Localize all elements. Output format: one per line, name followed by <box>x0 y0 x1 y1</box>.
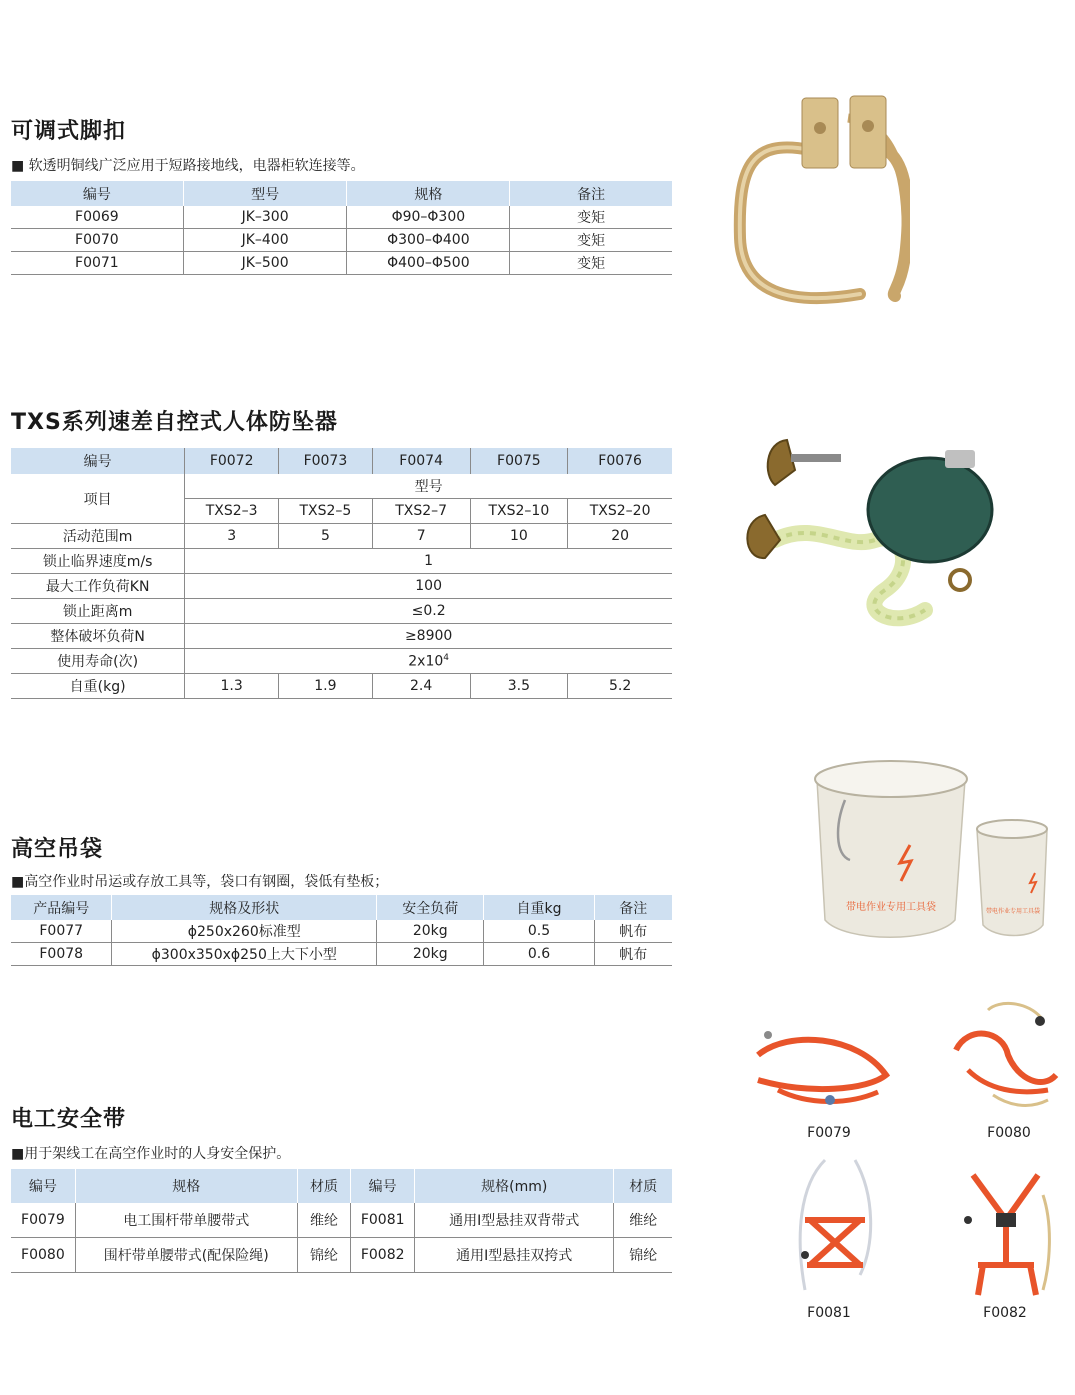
table-row <box>11 252 672 275</box>
section-description: ■高空作业时吊运或存放工具等，袋口有钢圈，袋低有垫板； <box>11 874 389 890</box>
table-cell: F0070 <box>11 229 183 252</box>
belt-table <box>11 1169 672 1273</box>
table-cell: ϕ250x260标准型 <box>112 920 377 943</box>
table-cell: 自重(kg) <box>11 674 185 699</box>
table-cell: Φ300–Φ400 <box>347 229 510 252</box>
table-cell: F0079 <box>11 1203 75 1238</box>
table-header-row <box>11 895 672 920</box>
table-cell: F0082 <box>351 1238 415 1273</box>
table-cell: 1 <box>185 549 672 574</box>
header-cell: 材质 <box>614 1169 672 1203</box>
table-cell: 变矩 <box>510 252 672 275</box>
table-cell: 通用I型悬挂双挎式 <box>415 1238 614 1273</box>
section-description: ■用于架线工在高空作业时的人身安全保护。 <box>11 1146 291 1162</box>
table-cell: 维纶 <box>297 1203 351 1238</box>
table-row <box>11 1238 672 1273</box>
table-cell: TXS2–3 <box>185 499 279 524</box>
table-row <box>11 624 672 649</box>
header-cell: 材质 <box>297 1169 351 1203</box>
table-cell: 0.5 <box>484 920 594 943</box>
header-cell: 型号 <box>183 181 347 206</box>
table-cell: 帆布 <box>594 920 672 943</box>
bag-table <box>11 895 672 966</box>
belt-image-f0082 <box>958 1165 1053 1300</box>
header-cell: 编号 <box>11 448 185 474</box>
table-cell: JK–300 <box>183 206 347 229</box>
header-cell: F0074 <box>372 448 470 474</box>
table-cell: TXS2–5 <box>279 499 373 524</box>
table-row <box>11 599 672 624</box>
table-cell: JK–500 <box>183 252 347 275</box>
header-cell: 规格及形状 <box>112 895 377 920</box>
table-cell: F0080 <box>11 1238 75 1273</box>
table-row <box>11 920 672 943</box>
table-cell: 锁止距离m <box>11 599 185 624</box>
table-cell: 使用寿命(次) <box>11 649 185 674</box>
table-cell: 最大工作负荷KN <box>11 574 185 599</box>
table-row <box>11 474 672 499</box>
table-cell <box>185 649 672 674</box>
table-cell: Φ90–Φ300 <box>347 206 510 229</box>
table-cell: 10 <box>470 524 568 549</box>
table-row <box>11 229 672 252</box>
table-cell: Φ400–Φ500 <box>347 252 510 275</box>
header-cell: 规格 <box>347 181 510 206</box>
table-cell: 锦纶 <box>297 1238 351 1273</box>
table-row <box>11 574 672 599</box>
table-cell: 通用I型悬挂双背带式 <box>415 1203 614 1238</box>
belt-caption: F0079 <box>807 1125 851 1141</box>
section-title: TXS系列速差自控式人体防坠器 <box>11 410 338 435</box>
header-cell: 规格 <box>75 1169 297 1203</box>
belt-image-f0081 <box>785 1155 880 1300</box>
table-cell: F0077 <box>11 920 112 943</box>
arrester-table <box>11 448 672 699</box>
footclimber-table <box>11 181 672 275</box>
table-cell: 5.2 <box>568 674 672 699</box>
belt-image-f0079 <box>748 1020 898 1120</box>
table-cell: 活动范围m <box>11 524 185 549</box>
table-cell: 锁止临界速度m/s <box>11 549 185 574</box>
header-cell: 备注 <box>594 895 672 920</box>
table-row <box>11 649 672 674</box>
belt-caption: F0082 <box>983 1305 1027 1321</box>
table-cell: 电工围杆带单腰带式 <box>75 1203 297 1238</box>
table-cell: 2.4 <box>372 674 470 699</box>
table-header-row <box>11 181 672 206</box>
table-cell: JK–400 <box>183 229 347 252</box>
table-cell: ≥8900 <box>185 624 672 649</box>
section-footclimber <box>11 114 672 275</box>
header-cell: F0075 <box>470 448 568 474</box>
table-cell: 型号 <box>185 474 672 499</box>
bag-print-label: 带电作业专用工具袋 <box>846 902 936 913</box>
table-cell: TXS2–20 <box>568 499 672 524</box>
table-cell: 锦纶 <box>614 1238 672 1273</box>
table-row <box>11 1203 672 1238</box>
table-cell: 100 <box>185 574 672 599</box>
table-row <box>11 524 672 549</box>
table-cell: 3.5 <box>470 674 568 699</box>
section-belt <box>11 1102 672 1273</box>
table-row <box>11 549 672 574</box>
header-cell: 规格(mm) <box>415 1169 614 1203</box>
table-cell: 帆布 <box>594 943 672 966</box>
table-cell: 7 <box>372 524 470 549</box>
section-description: ■ 软透明铜线广泛应用于短路接地线，电器柜软连接等。 <box>11 158 365 174</box>
table-cell: 维纶 <box>614 1203 672 1238</box>
header-cell: 产品编号 <box>11 895 112 920</box>
table-header-row <box>11 448 672 474</box>
section-bag <box>11 832 672 966</box>
belt-image-f0080 <box>948 995 1063 1120</box>
table-cell: 20kg <box>377 943 484 966</box>
header-cell: 编号 <box>11 1169 75 1203</box>
header-cell: F0076 <box>568 448 672 474</box>
table-row <box>11 206 672 229</box>
table-cell: TXS2–7 <box>372 499 470 524</box>
table-cell: 1.3 <box>185 674 279 699</box>
header-cell: 编号 <box>351 1169 415 1203</box>
section-arrester <box>11 405 672 699</box>
belt-caption: F0081 <box>807 1305 851 1321</box>
table-cell: TXS2–10 <box>470 499 568 524</box>
arrester-image <box>735 430 1005 645</box>
table-cell: F0071 <box>11 252 183 275</box>
header-cell: 编号 <box>11 181 183 206</box>
bag-image <box>805 755 1050 945</box>
table-cell: 项目 <box>11 474 185 524</box>
header-cell: F0073 <box>279 448 373 474</box>
table-cell: 5 <box>279 524 373 549</box>
belt-caption: F0080 <box>987 1125 1031 1141</box>
table-cell: 20kg <box>377 920 484 943</box>
table-cell: ≤0.2 <box>185 599 672 624</box>
life-exponent: 4 <box>443 652 450 663</box>
table-cell: 围杆带单腰带式(配保险绳) <box>75 1238 297 1273</box>
footclimber-image <box>730 88 910 318</box>
table-cell: 整体破坏负荷N <box>11 624 185 649</box>
header-cell: 备注 <box>510 181 672 206</box>
section-title: 电工安全带 <box>11 1107 127 1132</box>
header-cell: 自重kg <box>484 895 594 920</box>
table-row <box>11 674 672 699</box>
table-cell: 1.9 <box>279 674 373 699</box>
table-cell: 3 <box>185 524 279 549</box>
table-cell: 变矩 <box>510 229 672 252</box>
table-cell: F0078 <box>11 943 112 966</box>
section-title: 可调式脚扣 <box>11 119 127 144</box>
bag-print-label-small: 带电作业专用工具袋 <box>985 908 1041 915</box>
table-cell: 20 <box>568 524 672 549</box>
table-row <box>11 943 672 966</box>
section-title: 高空吊袋 <box>11 837 104 862</box>
life-base: 2x10 <box>408 653 444 670</box>
table-cell: F0081 <box>351 1203 415 1238</box>
table-cell: F0069 <box>11 206 183 229</box>
header-cell: 安全负荷 <box>377 895 484 920</box>
table-cell: 变矩 <box>510 206 672 229</box>
header-cell: F0072 <box>185 448 279 474</box>
table-header-row <box>11 1169 672 1203</box>
table-cell: ϕ300x350xϕ250上大下小型 <box>112 943 377 966</box>
table-cell: 0.6 <box>484 943 594 966</box>
